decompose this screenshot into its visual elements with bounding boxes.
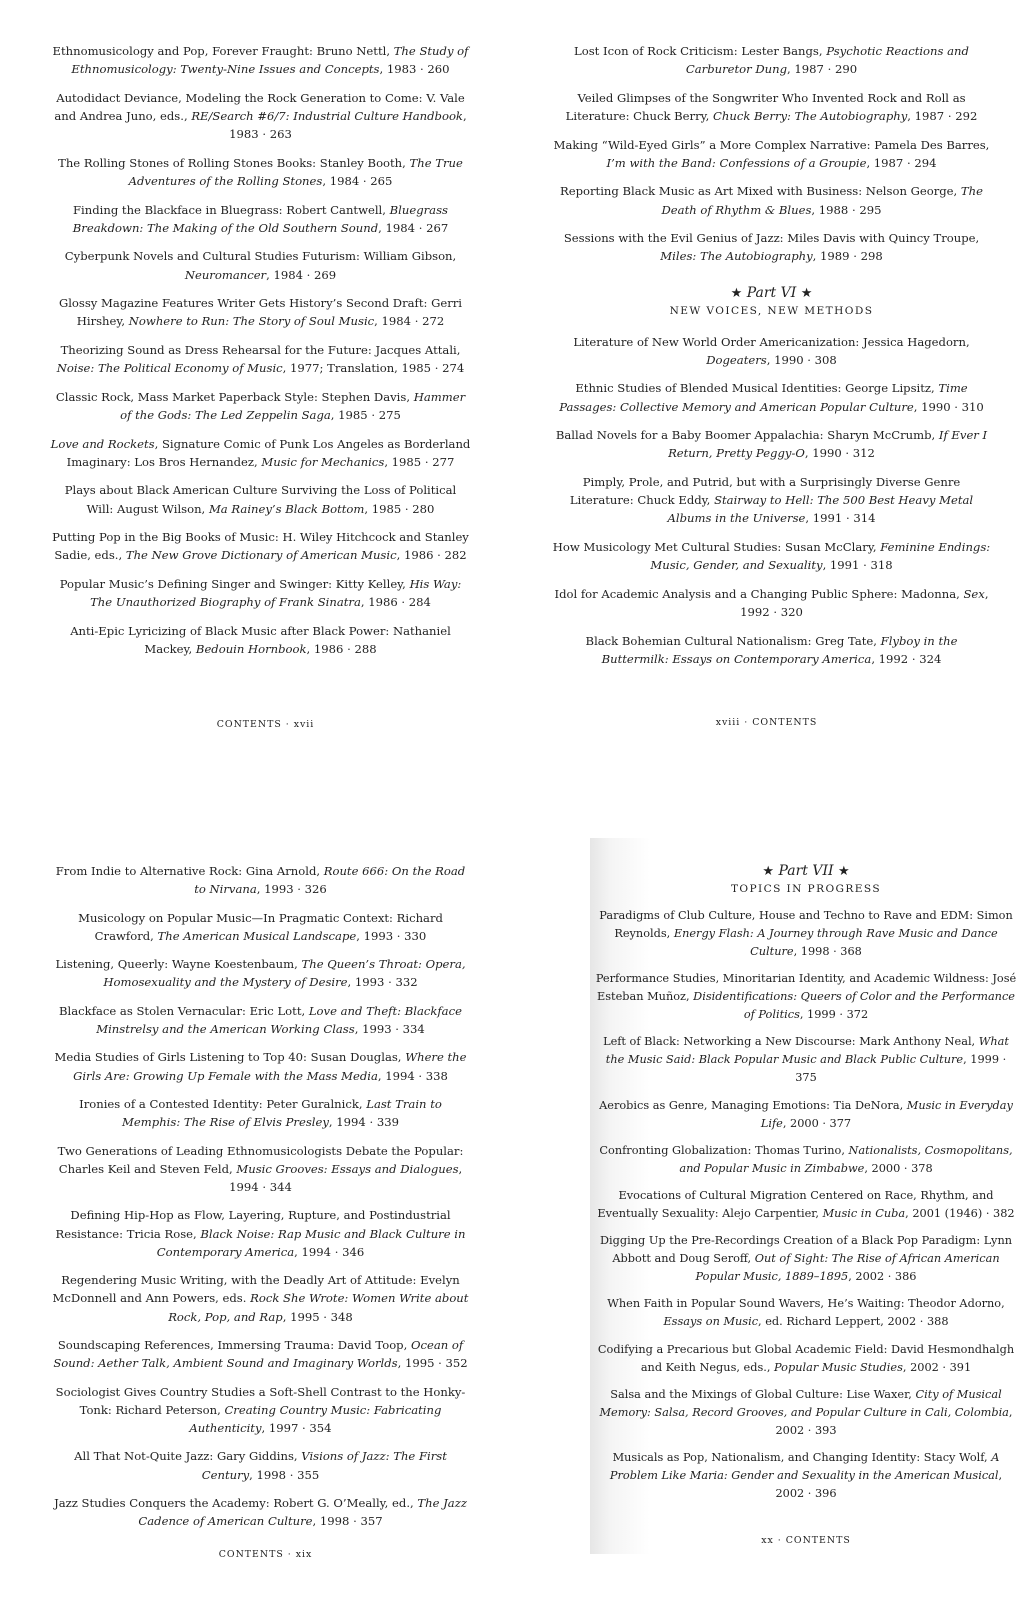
entry-title: From Indie to Alternative Rock: Gina Arnold, xyxy=(55,864,324,878)
toc-entry xyxy=(590,1142,1022,1178)
book-title: Music Grooves: Essays and Dialogues xyxy=(236,1161,459,1176)
toc-entry xyxy=(590,1097,1022,1133)
entry-title: How Musicology Met Cultural Studies: Susan McClary, xyxy=(552,539,881,554)
book-title: Miles: The Autobiography xyxy=(660,249,813,264)
entry-detail: , 1990 · 312 xyxy=(804,446,875,461)
book-title: Disidentifications: Queers of Color and the Performance of Politics xyxy=(693,990,1015,1022)
book-title: Flyboy in the Buttermilk: Essays on Contemporary America xyxy=(601,633,958,666)
star-icon: ★ xyxy=(837,864,850,879)
entry-title: Musicology on Popular Music—In Pragmatic Context: Richard Crawford, xyxy=(78,910,443,943)
entry-detail: , 1983 · 263 xyxy=(229,109,467,142)
toc-entry xyxy=(50,1336,471,1372)
page-footer: xviii · CONTENTS xyxy=(715,717,818,728)
entry-detail: , 1993 · 330 xyxy=(356,928,427,943)
toc-entry xyxy=(590,1295,1022,1331)
entry-title: Pimply, Prole, and Putrid, but with a Surprisingly Diverse Genre Literature: Chuck Eddy, xyxy=(569,474,961,508)
entry-detail: , 1998 · 368 xyxy=(793,945,862,958)
toc-entry xyxy=(551,585,992,621)
toc-entry xyxy=(551,632,992,668)
entry-detail: , 1984 · 269 xyxy=(266,267,337,282)
toc-entry xyxy=(50,955,471,991)
entry-title: Veiled Glimpses of the Songwriter Who Invented Rock and Roll as Literature: Chuck Berry, xyxy=(565,90,966,123)
book-title: Ocean of Sound: Aether Talk, Ambient Sound and Imaginary Worlds xyxy=(53,1337,464,1371)
book-title: The Queen’s Throat: Opera, Homosexuality and the Mystery of Desire xyxy=(103,957,466,990)
entry-title: Plays about Black American Culture Surviving the Loss of Political Will: August Wilson, xyxy=(64,483,457,516)
contents-page-xix xyxy=(0,838,511,1600)
toc-entry xyxy=(50,1048,471,1084)
toc-entry xyxy=(551,136,992,172)
toc-entry xyxy=(50,1494,471,1530)
entry-title: Idol for Academic Analysis and a Changing Public Sphere: Madonna, xyxy=(554,586,964,601)
entry-detail: , 2001 (1946) · 382 xyxy=(905,1206,1015,1220)
entry-title: When Faith in Popular Sound Wavers, He’s Waiting: Theodor Adorno, xyxy=(607,1297,1005,1311)
book-title: Feminine Endings: Music, Gender, and Sexuality xyxy=(650,539,991,573)
toc-entry xyxy=(50,42,471,78)
entry-detail: , 1998 · 357 xyxy=(312,1514,383,1529)
entry-list xyxy=(590,907,1022,1503)
page-footer: CONTENTS · xvii xyxy=(216,719,315,730)
entry-title: Theorizing Sound as Dress Rehearsal for the Future: Jacques Attali, xyxy=(60,342,461,357)
book-title: Stairway to Hell: The 500 Best Heavy Metal Albums in the Universe xyxy=(667,493,974,526)
toc-entry xyxy=(50,294,471,330)
entry-title: Lost Icon of Rock Criticism: Lester Bangs, xyxy=(574,44,827,58)
book-title: Nationalists, Cosmopolitans, and Popular Music in Zimbabwe xyxy=(679,1143,1013,1175)
page-footer: CONTENTS · xix xyxy=(218,1549,313,1560)
entry-list xyxy=(50,42,471,658)
book-title: Love and Theft: Blackface Minstrelsy and the American Working Class xyxy=(96,1003,462,1036)
entry-detail: , 2002 · 396 xyxy=(775,1468,1003,1500)
entry-detail: , 1990 · 308 xyxy=(766,352,837,367)
entry-title: Ethnomusicology and Pop, Forever Fraught: Bruno Nettl, xyxy=(52,44,394,58)
part-heading xyxy=(590,862,1022,897)
toc-entry xyxy=(551,229,992,265)
entry-title: Reporting Black Music as Art Mixed with Business: Nelson George, xyxy=(560,184,961,199)
toc-entry xyxy=(590,970,1022,1024)
toc-entry xyxy=(50,1271,471,1326)
entry-title: Media Studies of Girls Listening to Top 40: Susan Douglas, xyxy=(54,1050,406,1065)
book-title: Bedouin Hornbook xyxy=(195,641,307,656)
entry-detail: , 1987 · 290 xyxy=(787,62,858,77)
book-title: Rock She Wrote: Women Write about Rock, Pop, and Rap xyxy=(168,1291,469,1324)
entry-detail: , ed. Richard Leppert, 2002 · 388 xyxy=(758,1315,949,1329)
book-title: Nowhere to Run: The Story of Soul Music xyxy=(128,314,375,329)
toc-entry xyxy=(551,333,992,369)
entry-detail: , 1984 · 272 xyxy=(374,314,445,329)
book-title: Chuck Berry: The Autobiography xyxy=(713,109,908,123)
toc-entry xyxy=(50,247,471,283)
entry-detail: , 1993 · 334 xyxy=(354,1021,425,1036)
entry-detail: , 1984 · 265 xyxy=(322,174,393,188)
book-title: Love and Rockets xyxy=(50,436,155,451)
entry-title: Listening, Queerly: Wayne Koestenbaum, xyxy=(55,957,302,972)
entry-title: Two Generations of Leading Ethnomusicologists Debate the Popular: Charles Keil and Steven Feld, xyxy=(57,1143,464,1176)
book-title: Music in Cuba xyxy=(822,1206,906,1220)
entry-detail: , 1999 · 372 xyxy=(799,1008,869,1022)
book-title: Noise: The Political Economy of Music xyxy=(56,361,283,376)
entry-title: Making “Wild-Eyed Girls” a More Complex Narrative: Pamela Des Barres, xyxy=(553,137,990,152)
toc-entry xyxy=(50,1142,471,1197)
entry-title: Aerobics as Genre, Managing Emotions: Tia DeNora, xyxy=(599,1098,907,1112)
book-title: Time Passages: Collective Memory and American Popular Culture xyxy=(559,381,968,414)
entry-detail: , Signature Comic of Punk Los Angeles as Borderland Imaginary: Los Bros Hernandez, xyxy=(66,436,471,469)
entry-list xyxy=(551,333,992,668)
book-title: Creating Country Music: Fabricating Authenticity xyxy=(189,1402,442,1435)
toc-entry xyxy=(551,182,992,218)
book-title: Where the Girls Are: Growing Up Female with the Mass Media xyxy=(73,1050,467,1083)
toc-entry xyxy=(50,481,471,517)
toc-entry xyxy=(551,426,992,462)
book-title: Music for Mechanics xyxy=(261,454,385,469)
entry-title: Anti-Epic Lyricizing of Black Music after Black Power: Nathaniel Mackey, xyxy=(70,623,451,656)
entry-detail: , 1977; Translation, 1985 · 274 xyxy=(282,361,465,376)
entry-title: Cyberpunk Novels and Cultural Studies Futurism: William Gibson, xyxy=(64,249,457,264)
entry-title: Sessions with the Evil Genius of Jazz: Miles Davis with Quincy Troupe, xyxy=(563,231,980,246)
entry-title: Evocations of Cultural Migration Centered on Race, Rhythm, and Eventually Sexuality: Alejo Carpentier, xyxy=(597,1188,994,1220)
toc-entry xyxy=(551,538,992,574)
entry-detail: , 1994 · 344 xyxy=(229,1161,463,1194)
toc-entry xyxy=(50,435,471,471)
entry-detail: , 1984 · 267 xyxy=(378,220,449,235)
part-title xyxy=(590,862,1022,881)
entry-title: Regendering Music Writing, with the Deadly Art of Attitude: Evelyn McDonnell and Ann Powers, eds. xyxy=(52,1273,460,1306)
toc-entry xyxy=(50,862,471,898)
entry-title: Autodidact Deviance, Modeling the Rock Generation to Come: V. Vale and Andrea Juno, eds., xyxy=(54,90,465,123)
book-title: Psychotic Reactions and Carburetor Dung xyxy=(685,44,969,77)
book-title: The Jazz Cadence of American Culture xyxy=(138,1495,467,1529)
toc-entry xyxy=(590,1187,1022,1223)
entry-title: Confronting Globalization: Thomas Turino, xyxy=(599,1143,849,1157)
book-title: Essays on Music xyxy=(663,1315,759,1329)
book-title: I’m with the Band: Confessions of a Groupie xyxy=(606,155,867,170)
book-title: Dogeaters xyxy=(706,352,767,367)
toc-entry xyxy=(590,1232,1022,1286)
book-title: Route 666: On the Road to Nirvana xyxy=(194,864,466,897)
entry-title: Jazz Studies Conquers the Academy: Robert G. O’Meally, ed., xyxy=(54,1495,418,1510)
toc-entry xyxy=(590,1033,1022,1087)
part-subtitle: TOPICS IN PROGRESS xyxy=(730,883,882,895)
entry-title: Soundscaping References, Immersing Trauma: David Toop, xyxy=(57,1337,411,1352)
entry-detail: , 2000 · 377 xyxy=(782,1116,852,1130)
toc-entry xyxy=(50,341,471,377)
toc-entry xyxy=(50,575,471,611)
entry-title: Finding the Blackface in Bluegrass: Robert Cantwell, xyxy=(73,202,390,217)
entry-detail: , 1995 · 348 xyxy=(282,1309,353,1324)
book-title: If Ever I Return, Pretty Peggy-O xyxy=(668,428,988,461)
star-icon: ★ xyxy=(762,864,774,879)
toc-entry xyxy=(551,473,992,528)
toc-entry xyxy=(50,1206,471,1261)
toc-entry xyxy=(50,1095,471,1131)
part-label: Part VII xyxy=(778,863,834,879)
entry-detail: , 1999 · 375 xyxy=(795,1053,1007,1085)
toc-entry xyxy=(590,1341,1022,1377)
book-title: His Way: The Unauthorized Biography of Frank Sinatra xyxy=(90,576,462,610)
star-icon: ★ xyxy=(730,285,743,301)
toc-entry xyxy=(50,909,471,945)
book-title: City of Musical Memory: Salsa, Record Grooves, and Popular Culture in Cali, Colombia xyxy=(599,1387,1009,1419)
book-title: Black Noise: Rap Music and Black Culture in Contemporary America xyxy=(156,1226,466,1259)
part-subtitle: NEW VOICES, NEW METHODS xyxy=(669,304,874,317)
entry-detail: , 1997 · 354 xyxy=(261,1420,332,1435)
part-label: Part VI xyxy=(746,284,797,301)
entry-detail: , 1994 · 346 xyxy=(294,1244,365,1259)
part-title xyxy=(551,284,992,303)
book-title: RE/Search #6/7: Industrial Culture Handbook xyxy=(191,109,463,123)
entry-detail: , 1993 · 326 xyxy=(256,882,327,897)
book-title: Hammer of the Gods: The Led Zeppelin Saga xyxy=(120,389,466,422)
entry-detail: , 1991 · 314 xyxy=(805,511,876,526)
entry-detail: , 1994 · 338 xyxy=(377,1068,448,1083)
toc-entry xyxy=(50,528,471,564)
entry-detail: , 1998 · 355 xyxy=(249,1467,320,1482)
entry-list xyxy=(551,42,992,266)
entry-title: All That Not-Quite Jazz: Gary Giddins, xyxy=(74,1449,302,1464)
toc-entry xyxy=(590,1449,1022,1503)
entry-title: Sociologist Gives Country Studies a Soft-Shell Contrast to the Honky-Tonk: Richard Peterson, xyxy=(55,1384,466,1417)
contents-page-xviii xyxy=(511,0,1022,790)
toc-entry xyxy=(50,1447,471,1483)
entry-title: Defining Hip-Hop as Flow, Layering, Rupture, and Postindustrial Resistance: Tricia Rose, xyxy=(55,1208,451,1241)
toc-entry xyxy=(50,622,471,658)
entry-title: Musicals as Pop, Nationalism, and Changing Identity: Stacy Wolf, xyxy=(612,1450,992,1464)
entry-title: Black Bohemian Cultural Nationalism: Greg Tate, xyxy=(585,633,881,648)
entry-detail: , 1987 · 292 xyxy=(907,109,978,123)
entry-title: The Rolling Stones of Rolling Stones Books: Stanley Booth, xyxy=(58,155,410,170)
toc-entry xyxy=(590,1386,1022,1440)
book-title: Popular Music Studies xyxy=(774,1360,903,1374)
toc-entry xyxy=(50,388,471,424)
book-title: Sex xyxy=(963,586,985,601)
entry-title: Classic Rock, Mass Market Paperback Style: Stephen Davis, xyxy=(55,389,414,404)
entry-list xyxy=(50,862,471,1530)
book-title: Neuromancer xyxy=(184,267,267,282)
entry-detail: , 2002 · 391 xyxy=(902,1360,972,1374)
toc-entry xyxy=(50,201,471,237)
entry-title: Digging Up the Pre-Recordings Creation of a Black Pop Paradigm: Lynn Abbott and Doug Seroff, xyxy=(600,1234,1012,1266)
entry-detail: , 1992 · 320 xyxy=(740,586,989,619)
entry-detail: , 1990 · 310 xyxy=(913,399,984,414)
entry-detail: , 1985 · 275 xyxy=(330,407,401,422)
entry-detail: , 2002 · 393 xyxy=(775,1405,1013,1437)
page-footer: xx · CONTENTS xyxy=(761,1535,851,1546)
entry-title: Salsa and the Mixings of Global Culture: Lise Waxer, xyxy=(610,1387,916,1401)
entry-title: Codifying a Precarious but Global Academic Field: David Hesmondhalgh and Keith Negus, eds., xyxy=(597,1342,1015,1374)
part-heading xyxy=(551,284,992,319)
book-title: Out of Sight: The Rise of African American Popular Music, 1889–1895 xyxy=(695,1252,1000,1284)
toc-entry xyxy=(551,89,992,125)
book-title: The American Musical Landscape xyxy=(157,928,357,943)
entry-title: Blackface as Stolen Vernacular: Eric Lott, xyxy=(59,1003,309,1018)
entry-title: Ballad Novels for a Baby Boomer Appalachia: Sharyn McCrumb, xyxy=(555,428,939,443)
entry-title: Glossy Magazine Features Writer Gets History’s Second Draft: Gerri Hirshey, xyxy=(58,296,463,329)
book-title: Music in Everyday Life xyxy=(760,1098,1013,1130)
star-icon: ★ xyxy=(800,285,813,301)
book-title: Bluegrass Breakdown: The Making of the Old Southern Sound xyxy=(72,202,448,235)
entry-detail: , 1985 · 277 xyxy=(384,454,455,469)
book-title: The Death of Rhythm & Blues xyxy=(661,184,983,217)
book-title: The Study of Ethnomusicology: Twenty-Nine Issues and Concepts xyxy=(71,44,469,77)
entry-detail: , 1988 · 295 xyxy=(811,202,882,217)
book-title: Ma Rainey’s Black Bottom xyxy=(208,501,365,516)
entry-detail: , 1994 · 339 xyxy=(328,1115,399,1130)
book-title: The New Grove Dictionary of American Music xyxy=(125,548,397,563)
book-title: What the Music Said: Black Popular Music and Black Public Culture xyxy=(605,1035,1009,1067)
entry-detail: , 1986 · 284 xyxy=(360,595,431,610)
toc-entry xyxy=(590,907,1022,961)
toc-entry xyxy=(50,1383,471,1438)
entry-title: Left of Black: Networking a New Discourse: Mark Anthony Neal, xyxy=(603,1035,979,1049)
entry-detail: , 1989 · 298 xyxy=(812,249,883,264)
entry-detail: , 2002 · 386 xyxy=(848,1270,917,1284)
entry-title: Paradigms of Club Culture, House and Techno to Rave and EDM: Simon Reynolds, xyxy=(599,909,1013,940)
entry-title: Literature of New World Order Americanization: Jessica Hagedorn, xyxy=(573,334,970,349)
contents-page-xvii xyxy=(0,0,511,790)
entry-title: Ethnic Studies of Blended Musical Identities: George Lipsitz, xyxy=(575,381,939,396)
book-title: The True Adventures of the Rolling Stones xyxy=(128,155,463,188)
book-title: Energy Flash: A Journey through Rave Music and Dance Culture xyxy=(673,927,998,958)
toc-entry xyxy=(50,89,471,144)
entry-title: Popular Music’s Defining Singer and Swinger: Kitty Kelley, xyxy=(59,576,410,591)
toc-entry xyxy=(551,42,992,78)
book-title: Visions of Jazz: The First Century xyxy=(201,1449,447,1482)
entry-detail: , 1987 · 294 xyxy=(866,155,937,170)
entry-detail: , 1983 · 260 xyxy=(379,62,450,77)
entry-detail: , 1986 · 282 xyxy=(396,548,467,563)
entry-title: Ironies of a Contested Identity: Peter Guralnick, xyxy=(79,1096,367,1111)
entry-detail: , 1986 · 288 xyxy=(306,641,377,656)
entry-detail: , 1995 · 352 xyxy=(397,1356,468,1371)
entry-title: Performance Studies, Minoritarian Identity, and Academic Wildness: José Esteban Muñoz, xyxy=(595,972,1017,1004)
contents-page-xx xyxy=(590,838,1022,1554)
book-title: Last Train to Memphis: The Rise of Elvis Presley xyxy=(122,1096,442,1130)
entry-detail: , 1991 · 318 xyxy=(822,558,893,573)
entry-detail: , 1985 · 280 xyxy=(364,501,435,516)
entry-detail: , 2000 · 378 xyxy=(864,1161,933,1175)
toc-entry xyxy=(50,1002,471,1038)
toc-entry xyxy=(50,154,471,190)
entry-detail: , 1993 · 332 xyxy=(347,975,418,990)
book-title: A Problem Like Maria: Gender and Sexuality in the American Musical xyxy=(609,1450,1000,1482)
entry-detail: , 1992 · 324 xyxy=(871,651,942,666)
toc-entry xyxy=(551,379,992,415)
entry-title: Putting Pop in the Big Books of Music: H. Wiley Hitchcock and Stanley Sadie, eds., xyxy=(52,530,469,563)
